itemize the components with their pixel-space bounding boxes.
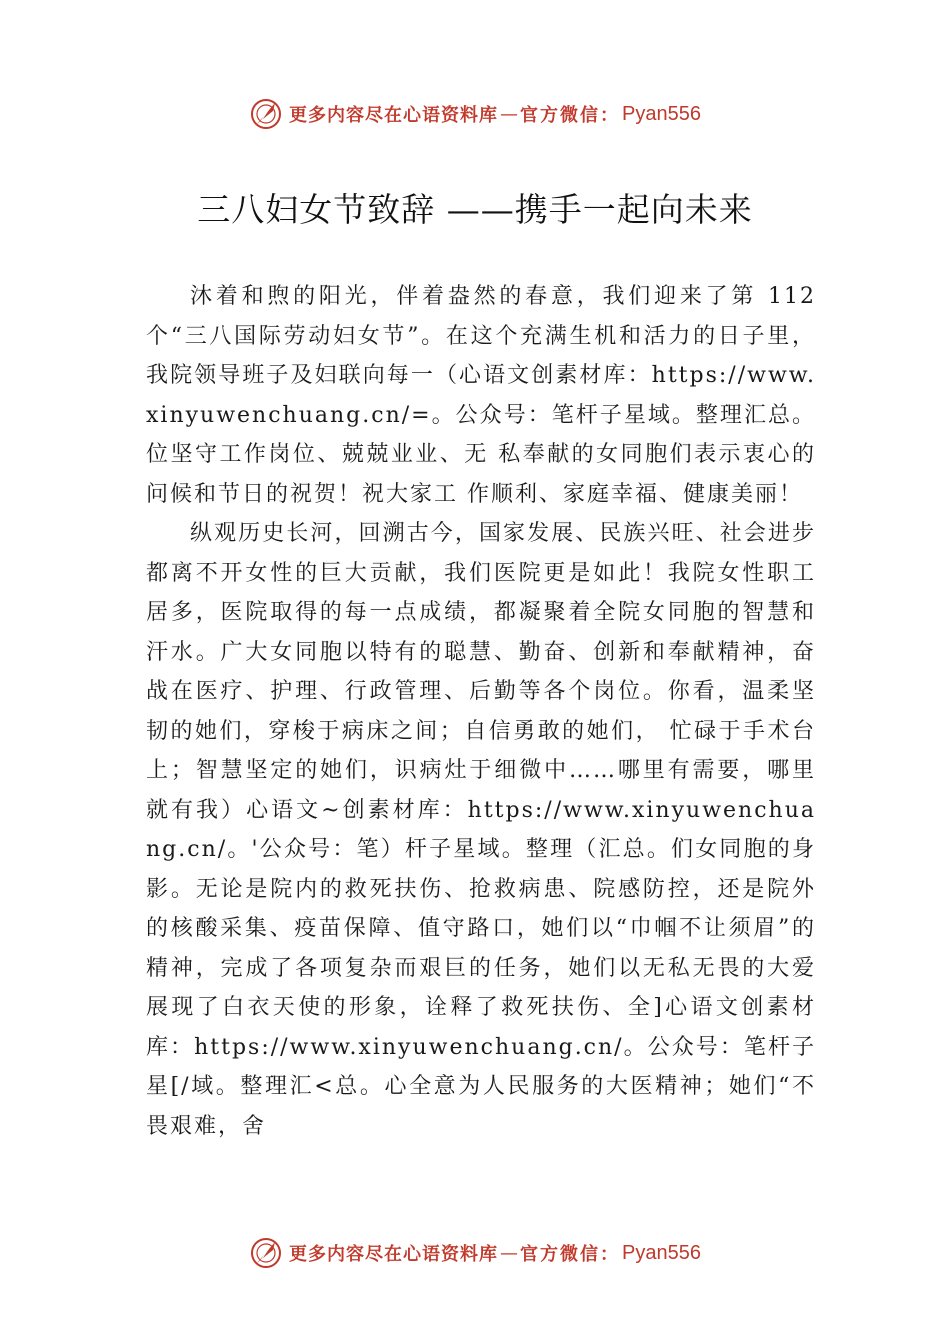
paragraph-1: 沐着和煦的阳光，伴着盎然的春意，我们迎来了第 112 个“三八国际劳动妇女节”。在这个充满生机和活力的日子里， 我院领导班子及妇联向每一（心语文创素材库：https://www.xinyuwenchuang.cn/=。公众号：笔杆子星域。整理汇总。位坚守工作岗位、兢兢业业、无 私奉献的女同胞们表示衷心的问候和节日的祝贺！祝大家工 作顺利、家庭幸福、健康美丽！ — [146, 284, 816, 507]
quill-logo-icon — [249, 97, 283, 131]
banner-wechat-label: 官方微信： — [520, 1244, 621, 1265]
banner-wechat-id: Pyan556 — [622, 1241, 701, 1264]
page-title: 三八妇女节致辞 ——携手一起向未来 — [197, 190, 753, 229]
footer-banner — [0, 1233, 950, 1273]
header-banner — [0, 94, 950, 134]
banner-separator: — — [500, 1242, 519, 1264]
banner-wechat-id: Pyan556 — [622, 102, 701, 125]
quill-logo-icon — [249, 1236, 283, 1270]
banner-separator: — — [500, 103, 519, 125]
banner-main-text: 更多内容尽在心语资料库 — [289, 1244, 499, 1265]
banner-main-text: 更多内容尽在心语资料库 — [289, 105, 499, 126]
paragraph-2: 纵观历史长河，回溯古今，国家发展、民族兴旺、社会进步都离不开女性的巨大贡献，我们医院更是如此！我院女性职工居多，医院取得的每一点成绩，都凝聚着全院女同胞的智慧和汗水。广大女同胞以特有的聪慧、勤奋、创新和奉献精神，奋战在医疗、护理、行政管理、后勤等各个岗位。你看，温柔坚韧的她们，穿梭于病床之间；自信勇敢的她们， 忙碌于手术台上；智慧坚定的她们，识病灶于细微中……哪里有需要，哪里就有我）心语文~创素材库：https://www.xinyuwenchuang.cn/。'公众号：笔）杆子星域。整理（汇总。们女同胞的身影。无论是院内的救死扶伤、抢救病患、院感防控，还是院外的核酸采集、疫苗保障、值守路口，她们以“巾帼不让须眉”的精神，完成了各项复杂而艰巨的任务，她们以无私无畏的大爱展现了白衣天使的形象，诠释了救死扶伤、全]心语文创素材库：https://www.xinyuwenchuang.cn/。公众号：笔杆子星[/域。整理汇<总。心全意为人民服务的大医精神；她们“不畏艰难，舍 — [146, 521, 816, 1139]
banner-wechat-label: 官方微信： — [520, 105, 621, 126]
document-body — [146, 277, 816, 1146]
